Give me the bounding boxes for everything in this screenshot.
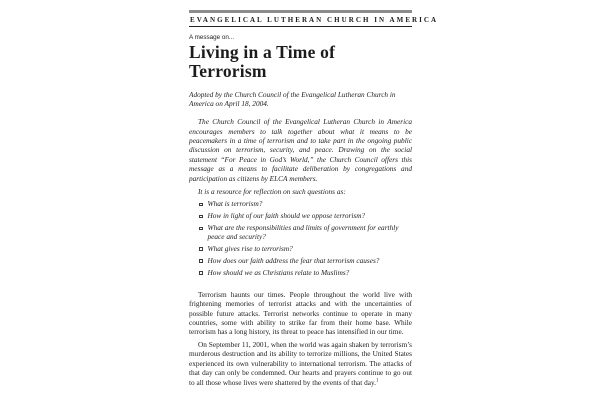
question-item: [199, 200, 412, 209]
question-text: What are the responsibilities and limits of government for earthly peace and security?: [207, 223, 399, 242]
question-text: How does our faith address the fear that terrorism causes?: [207, 256, 380, 266]
question-text: What is terrorism?: [207, 199, 263, 209]
masthead: [189, 10, 439, 27]
square-bullet-icon: [199, 227, 203, 231]
resource-lead: It is a resource for reflection on such questions as:: [198, 187, 346, 197]
question-item: [199, 269, 412, 278]
question-item: [199, 245, 412, 254]
question-item: [199, 224, 412, 242]
kicker-text: A message on...: [189, 33, 235, 41]
question-item: [199, 212, 412, 221]
square-bullet-icon: [199, 259, 203, 263]
paragraph-september-11-text: On September 11, 2001, when the world was again shaken by terrorism’s murderous destruction and its ability to terrorize millions, the United States experienced its own vulnerability to international terrorism. The attacks of that day can only be condemned. Our hearts and prayers continue to go out to all those whose lives were shattered by the events of that day.: [189, 339, 412, 387]
question-text: How in light of our faith should we oppose terrorism?: [207, 211, 366, 221]
square-bullet-icon: [199, 203, 203, 207]
footnote-marker: 1: [375, 378, 379, 384]
question-item: [199, 257, 412, 266]
question-text: What gives rise to terrorism?: [207, 244, 293, 254]
paragraph-september-11: [189, 340, 412, 387]
adoption-note: Adopted by the Church Council of the Evangelical Lutheran Church in America on April 18, 2004.: [189, 89, 396, 108]
document-page: [189, 10, 439, 387]
square-bullet-icon: [199, 271, 203, 275]
paragraph-terrorism-haunts: Terrorism haunts our times. People throughout the world live with frightening memories of terrorist attacks and with the uncertainties of possible future attacks. Terrorist networks continue to operate in many countries, some with ability to strike far from their home base. While terrorism has a long history, its threat to peace has intensified in our time.: [189, 289, 412, 337]
intro-paragraph: The Church Council of the Evangelical Lutheran Church in America encourages members to talk together about what it means to be peacemakers in a time of terrorism and to take part in the ongoing public discussion on terrorism, security, and peace. Drawing on the social statement “For Peace in God’s World,” the Church Council offers this message as a means to facilitate deliberation by congregations and participation as citizens by ELCA members.: [189, 117, 412, 183]
masthead-bottom-rule: [189, 26, 412, 27]
square-bullet-icon: [199, 247, 203, 251]
masthead-title: EVANGELICAL LUTHERAN CHURCH IN AMERICA: [190, 15, 439, 24]
page-title: Living in a Time of Terrorism: [189, 41, 336, 82]
square-bullet-icon: [199, 215, 203, 219]
question-text: How should we as Christians relate to Muslims?: [207, 268, 350, 278]
question-list: [189, 200, 412, 278]
